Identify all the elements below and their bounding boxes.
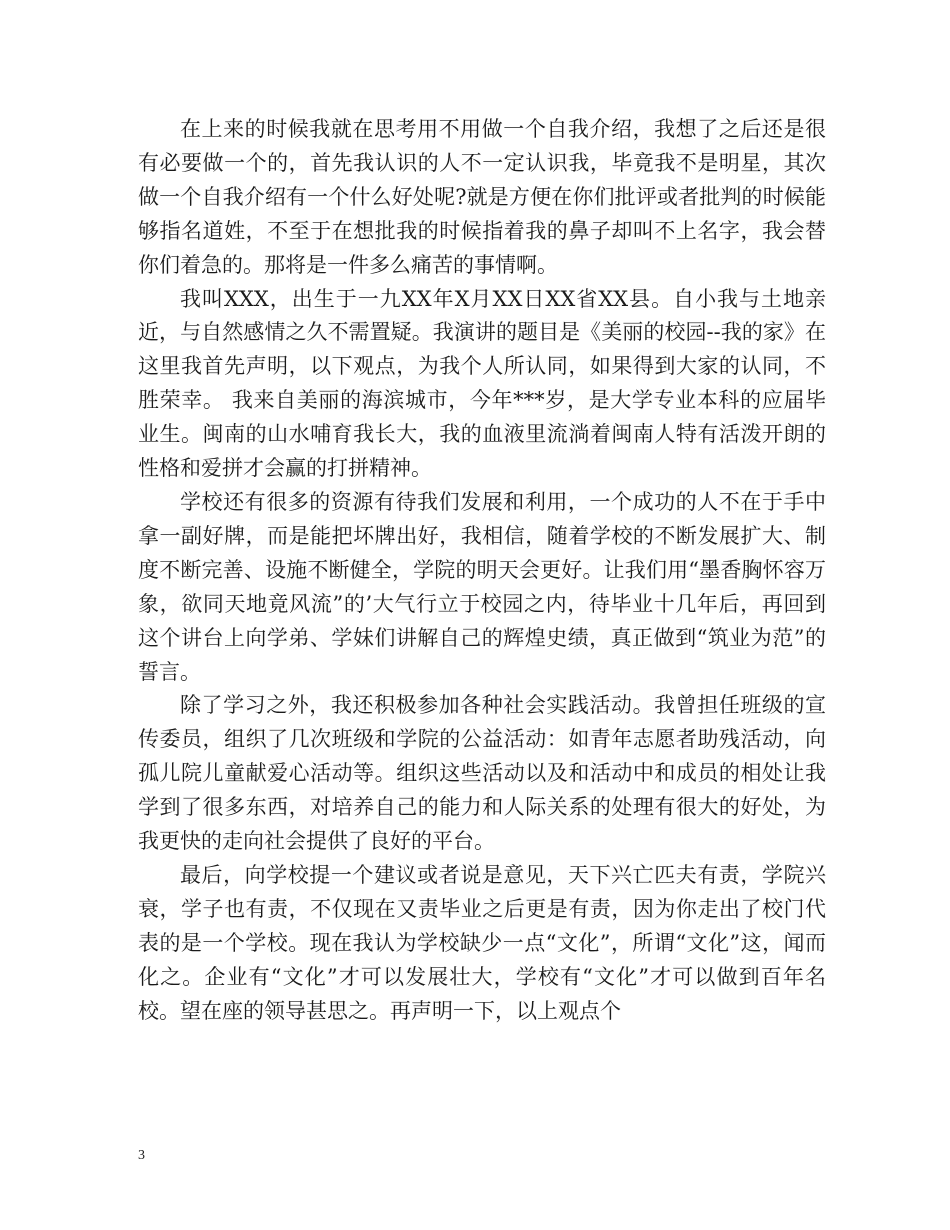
document-body: [138, 113, 826, 1028]
paragraph-school-resources: 学校还有很多的资源有待我们发展和利用，一个成功的人不在于手中拿一副好牌，而是能把坏牌出好，我相信，随着学校的不断发展扩大、制度不断完善、设施不断健全，学院的明天会更好。让我们用“墨香胸怀容万象，欲同天地竟风流”的’大气行立于校园之内，待毕业十几年后，再回到这个讲台上向学弟、学妹们讲解自己的辉煌史绩，真正做到“筑业为范”的誓言。: [138, 489, 826, 684]
page-number: 3: [138, 1148, 145, 1163]
paragraph-social-practice: 除了学习之外，我还积极参加各种社会实践活动。我曾担任班级的宣传委员，组织了几次班级和学院的公益活动：如青年志愿者助残活动，向孤儿院儿童献爱心活动等。组织这些活动以及和活动中和成员的相处让我学到了很多东西，对培养自己的能力和人际关系的处理有很大的好处，为我更快的走向社会提供了良好的平台。: [138, 693, 826, 854]
paragraph-intro: 在上来的时候我就在思考用不用做一个自我介绍，我想了之后还是很有必要做一个的，首先我认识的人不一定认识我，毕竟我不是明星，其次做一个自我介绍有一个什么好处呢?就是方便在你们批评或者批判的时候能够指名道姓，不至于在想批我的时候指着我的鼻子却叫不上名字，我会替你们着急的。那将是一件多么痛苦的事情啊。: [138, 117, 826, 277]
paragraph-self-introduction: 我叫XXX，出生于一九XX年X月XX日XX省XX县。自小我与土地亲近，与自然感情之久不需置疑。我演讲的题目是《美丽的校园--我的家》在这里我首先声明，以下观点，为我个人所认同，如果得到大家的认同，不胜荣幸。 我来自美丽的海滨城市，今年***岁，是大学专业本科的应届毕业生。闽南的山水哺育我长大，我的血液里流淌着闽南人特有活泼开朗的性格和爱拼才会赢的打拼精神。: [138, 286, 826, 481]
paragraph-suggestion: 最后，向学校提一个建议或者说是意见，天下兴亡匹夫有责，学院兴衰，学子也有责，不仅现在又责毕业之后更是有责，因为你走出了校门代表的是一个学校。现在我认为学校缺少一点“文化”，所谓“文化”这，闻而化之。企业有“文化”才可以发展壮大，学校有“文化”才可以做到百年名校。望在座的领导甚思之。再声明一下，以上观点个: [138, 862, 826, 1023]
